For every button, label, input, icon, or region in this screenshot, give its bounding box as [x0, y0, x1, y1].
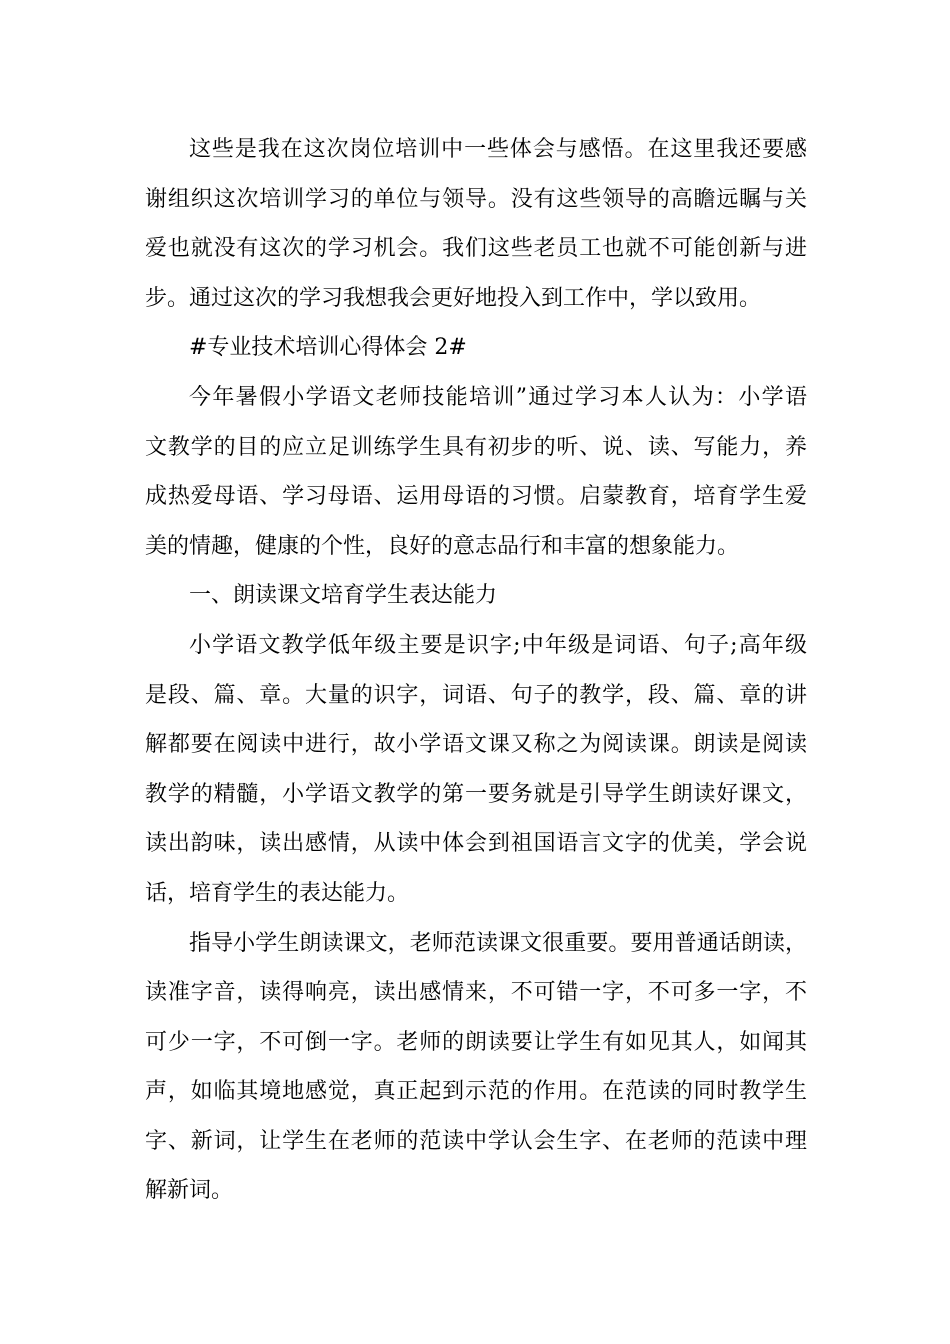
text-line: 读出韵味，读出感情，从读中体会到祖国语言文字的优美，学会说 — [145, 831, 807, 857]
document-body — [145, 125, 807, 1216]
text-line: 话，培育学生的表达能力。 — [145, 880, 410, 906]
text-line: 这些是我在这次岗位培训中一些体会与感悟。在这里我还要感 — [189, 137, 807, 162]
text-line: 成热爱母语、学习母语、运用母语的习惯。启蒙教育，培育学生爱 — [145, 484, 807, 510]
text-line: 教学的精髓，小学语文教学的第一要务就是引导学生朗读好课文， — [145, 781, 807, 807]
text-line: 步。通过这次的学习我想我会更好地投入到工作中，学以致用。 — [145, 285, 762, 311]
paragraph — [145, 373, 807, 571]
section-heading — [145, 323, 807, 373]
text-line: 指导小学生朗读课文，老师范读课文很重要。要用普通话朗读， — [189, 930, 807, 956]
text-line: 美的情趣，健康的个性，良好的意志品行和丰富的想象能力。 — [145, 533, 740, 559]
text-line: 字、新词，让学生在老师的范读中学认会生字、在老师的范读中理 — [145, 1128, 807, 1154]
subsection-heading — [145, 571, 807, 621]
text-line: 可少一字，不可倒一字。老师的朗读要让学生有如见其人，如闻其 — [145, 1029, 807, 1055]
text-line: 爱也就没有这次的学习机会。我们这些老员工也就不可能创新与进 — [145, 236, 807, 262]
text-line: 是段、篇、章。大量的识字，词语、句子的教学，段、篇、章的讲 — [145, 682, 807, 708]
heading-line: #专业技术培训心得体会 2# — [189, 335, 467, 361]
paragraph — [145, 621, 807, 919]
heading-line: 一、朗读课文培育学生表达能力 — [189, 583, 498, 609]
text-line: 读准字音，读得响亮，读出感情来，不可错一字，不可多一字，不 — [145, 980, 807, 1006]
text-line: 声，如临其境地感觉，真正起到示范的作用。在范读的同时教学生 — [145, 1079, 807, 1105]
paragraph — [145, 919, 807, 1217]
text-line: 谢组织这次培训学习的单位与领导。没有这些领导的高瞻远瞩与关 — [145, 186, 807, 212]
text-line: 文教学的目的应立足训练学生具有初步的听、说、读、写能力，养 — [145, 434, 807, 460]
text-line: 小学语文教学低年级主要是识字;中年级是词语、句子;高年级 — [189, 632, 807, 658]
text-line: 今年暑假小学语文老师技能培训”通过学习本人认为：小学语 — [189, 384, 807, 410]
text-line: 解新词。 — [145, 1178, 234, 1204]
text-line: 解都要在阅读中进行，故小学语文课又称之为阅读课。朗读是阅读 — [145, 732, 807, 758]
paragraph — [145, 125, 807, 323]
